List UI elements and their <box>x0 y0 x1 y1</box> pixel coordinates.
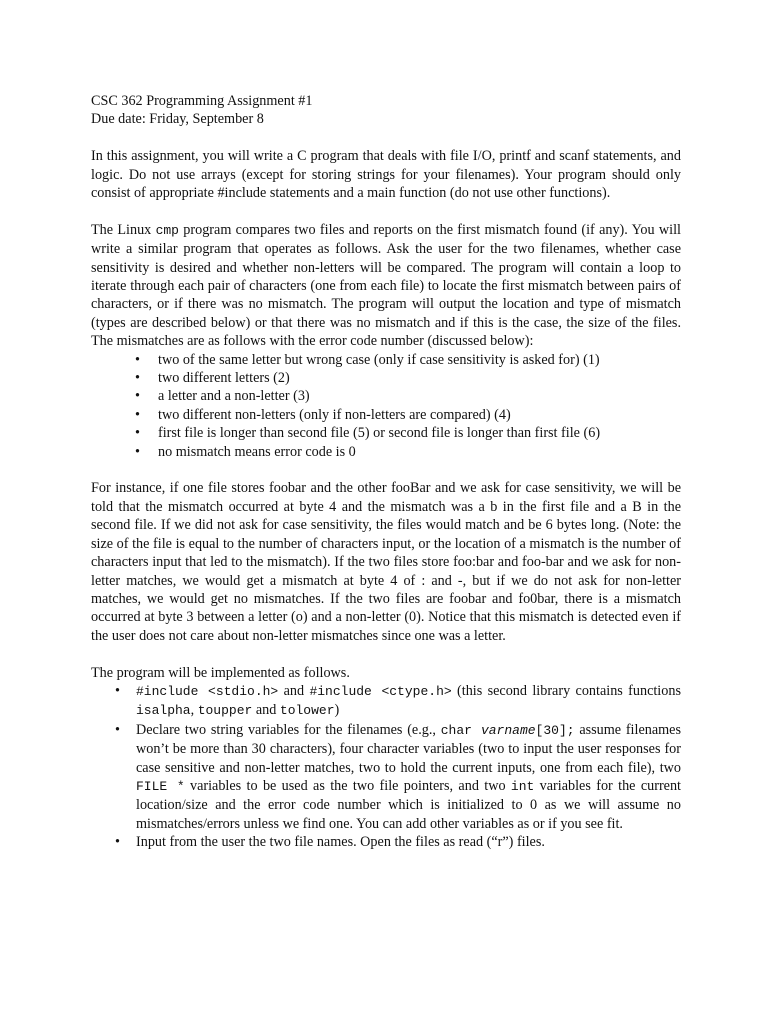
list-item: • no mismatch means error code is 0 <box>135 443 356 460</box>
bullet-icon: • <box>135 443 140 460</box>
mismatch-list <box>91 351 681 461</box>
bullet-icon: • <box>115 682 120 699</box>
cmp-code: cmp <box>155 222 179 238</box>
example-paragraph: For instance, if one file stores foobar and the other fooBar and we ask for case sensitivity, we will be told that the mismatch occurred at byte 4 and the mismatch was a b in the first file and a B in the second file. If we did not ask for case sensitivity, the files would match and be 6 bytes long. (Note: the size of the file is equal to the number of characters input, or the location of a mismatch is the number of characters input that led to the mismatch). If the two files store foo:bar and foo-bar and we ask for non-letter matches, we would get a mismatch at byte 4 of : and -, but if we do not ask for non-letter matches, we would get no mismatches. If the two files are foobar and fo0bar, there is a mismatch occurred at byte 3 between a letter (o) and a non-letter (0). Notice that this mismatch is detected even if the user does not care about non-letter mismatches since one was a letter. <box>91 480 681 644</box>
list-item: • first file is longer than second file (5) or second file is longer than first file (6) <box>135 425 601 442</box>
due-date: Due date: Friday, September 8 <box>91 111 264 128</box>
list-item: • two of the same letter but wrong case (only if case sensitivity is asked for) (1) <box>135 351 600 368</box>
list-item: • two different letters (2) <box>135 370 290 387</box>
list-item: • Declare two string variables for the filenames (e.g., char varname[30]; assume filenames won’t be more than 30 characters), four character variables (two to input the user responses for case sensitive and non-letter matches, two to hold the current inputs, one from each file), two FILE * variables to be used as the two file pointers, and two int variables for the current location/size and the error code number which is initialized to 0 as we will assume no mismatches/errors unless we find one. You can add other variables as or if you see fit. <box>115 721 681 832</box>
cmp-text-after: program compares two files and reports on the first mismatch found (if any). You will write a similar program that operates as follows. Ask the user for the two filenames, whether case sensitivity is desired and whether non-letters will be compared. The program will contain a loop to iterate through each pair of characters (one from each file) to locate the first mismatch between pairs of characters, or if there was no mismatch. The program will output the location and type of mismatch (types are described below) or that there was no mismatch and if this is the case, the size of the files. The mismatches are as follows with the error code number (discussed below): <box>91 221 681 350</box>
implementation-list <box>91 682 681 852</box>
bullet-icon: • <box>135 425 140 442</box>
bullet-icon: • <box>115 721 120 738</box>
list-item: • a letter and a non-letter (3) <box>135 388 310 405</box>
list-item: • two different non-letters (only if non-letters are compared) (4) <box>135 406 511 423</box>
bullet-icon: • <box>135 406 140 423</box>
cmp-paragraph <box>91 221 681 351</box>
bullet-icon: • <box>115 834 120 851</box>
cmp-text-before: The Linux <box>91 221 156 238</box>
bullet-icon: • <box>135 370 140 387</box>
assignment-title: CSC 362 Programming Assignment #1 <box>91 93 313 109</box>
implementation-intro: The program will be implemented as follows. <box>91 664 350 681</box>
bullet-icon: • <box>135 388 140 405</box>
list-item: • #include <stdio.h> and #include <ctype.h> (this second library contains functions isalpha, toupper and tolower) <box>115 682 681 719</box>
intro-paragraph: In this assignment, you will write a C program that deals with file I/O, printf and scanf statements, and logic. Do not use arrays (except for storing strings for your filenames). Your program should only consist of appropriate #include statements and a main function (do not use other functions). <box>91 148 681 202</box>
list-item: • Input from the user the two file names. Open the files as read (“r”) files. <box>115 834 545 851</box>
document-page <box>91 92 681 852</box>
bullet-icon: • <box>135 351 140 368</box>
